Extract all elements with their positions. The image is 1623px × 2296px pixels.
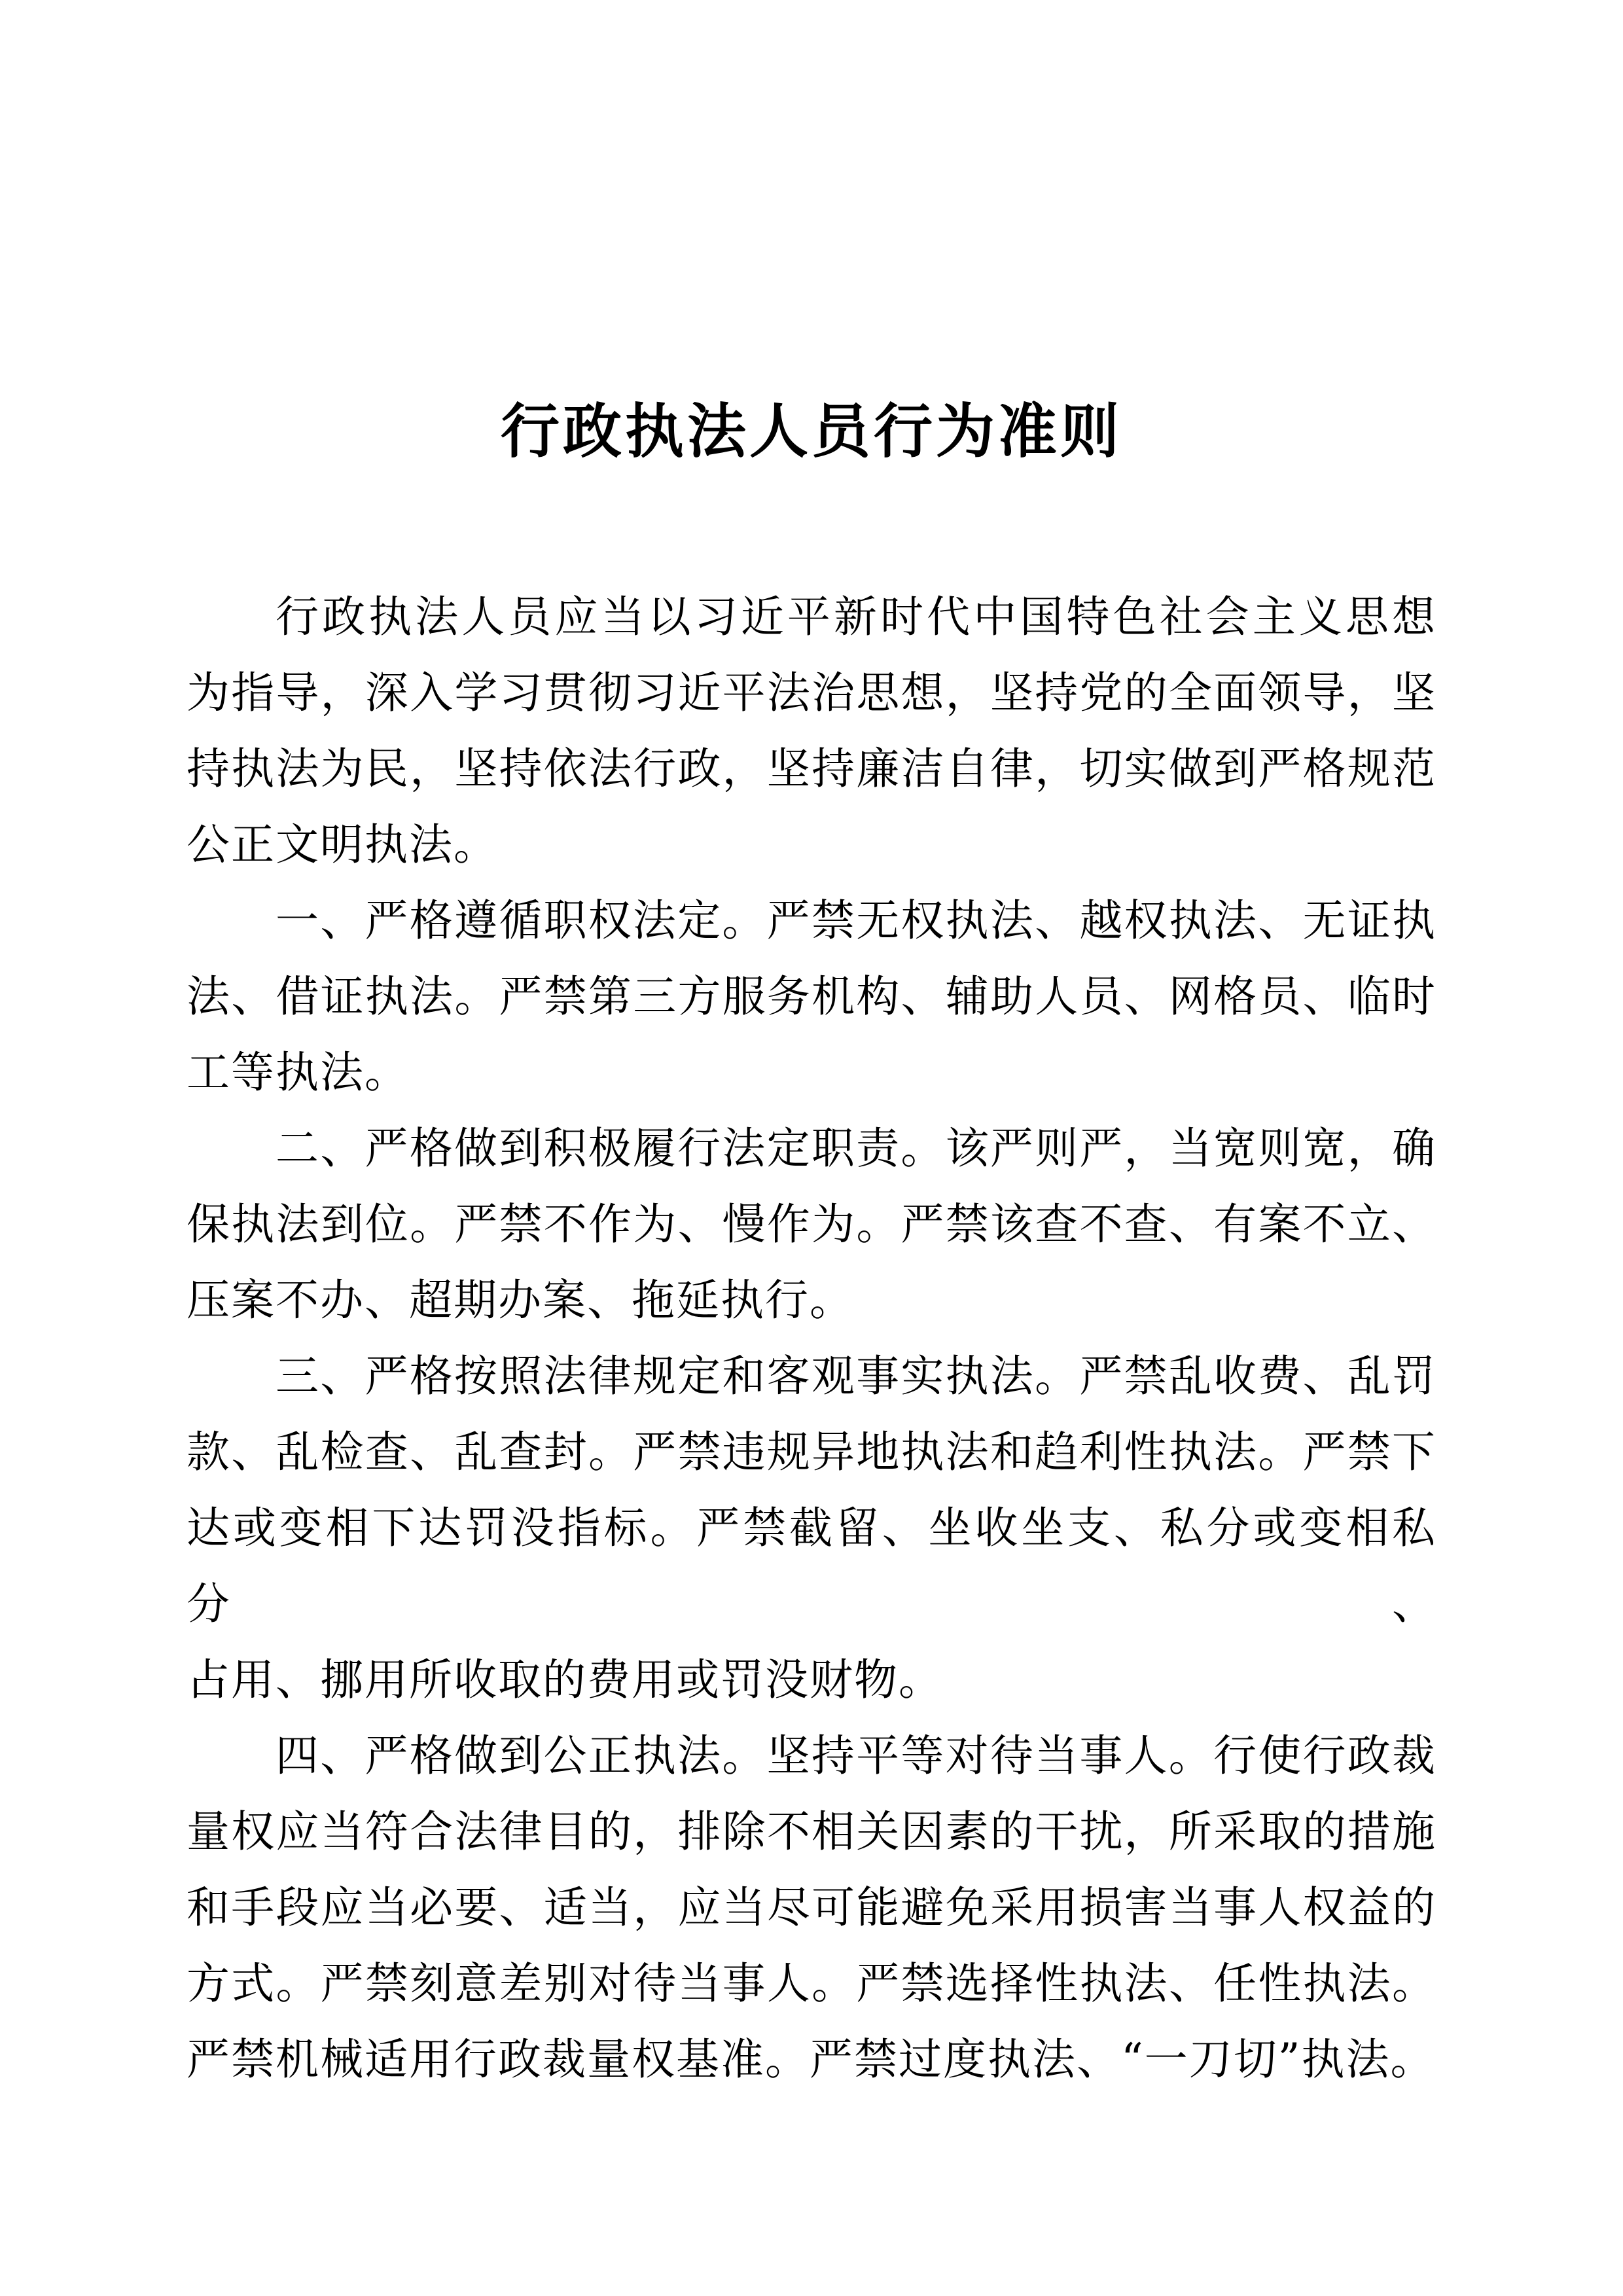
text-line: 四、严格做到公正执法。坚持平等对待当事人。行使行政裁 [276, 1731, 1436, 1781]
text-line: 持执法为民，坚持依法行政，坚持廉洁自律，切实做到严格规范 [187, 744, 1436, 794]
text-line: 保执法到位。严禁不作为、慢作为。严禁该查不查、有案不立、 [187, 1199, 1436, 1249]
text-line: 公正文明执法。 [187, 819, 498, 870]
text-line: 占用、挪用所收取的费用或罚没财物。 [187, 1655, 943, 1705]
text-line: 方式。严禁刻意差别对待当事人。严禁选择性执法、任性执法。 [187, 1958, 1436, 2009]
paragraph-rule-3 [187, 1338, 1436, 1718]
text-line: 和手段应当必要、适当，应当尽可能避免采用损害当事人权益的 [187, 1882, 1436, 1933]
text-line: 一、严格遵循职权法定。严禁无权执法、越权执法、无证执 [276, 895, 1436, 946]
text-line: 工等执法。 [187, 1047, 409, 1098]
document-title: 行政执法人员行为准则 [501, 397, 1122, 466]
text-line: 二、严格做到积极履行法定职责。该严则严，当宽则宽，确 [276, 1123, 1436, 1174]
document-body [187, 579, 1436, 2098]
paragraph-rule-2 [187, 1111, 1436, 1338]
text-line: 达或变相下达罚没指标。严禁截留、坐收坐支、私分或变相私分、 [187, 1503, 1436, 1629]
text-line: 法、借证执法。严禁第三方服务机构、辅助人员、网格员、临时 [187, 971, 1436, 1022]
text-line: 严禁机械适用行政裁量权基准。严禁过度执法、“一刀切”执法。 [187, 2034, 1435, 2085]
text-line: 三、严格按照法律规定和客观事实执法。严禁乱收费、乱罚 [276, 1351, 1436, 1401]
text-line: 款、乱检查、乱查封。严禁违规异地执法和趋利性执法。严禁下 [187, 1427, 1436, 1477]
text-line: 压案不办、超期办案、拖延执行。 [187, 1275, 854, 1325]
text-line: 行政执法人员应当以习近平新时代中国特色社会主义思想 [276, 592, 1436, 642]
paragraph-rule-4 [187, 1718, 1436, 2098]
text-line: 量权应当符合法律目的，排除不相关因素的干扰，所采取的措施 [187, 1806, 1436, 1857]
paragraph-rule-1 [187, 883, 1436, 1111]
paragraph-intro [187, 579, 1436, 883]
text-line: 为指导，深入学习贯彻习近平法治思想，坚持党的全面领导，坚 [187, 668, 1436, 718]
